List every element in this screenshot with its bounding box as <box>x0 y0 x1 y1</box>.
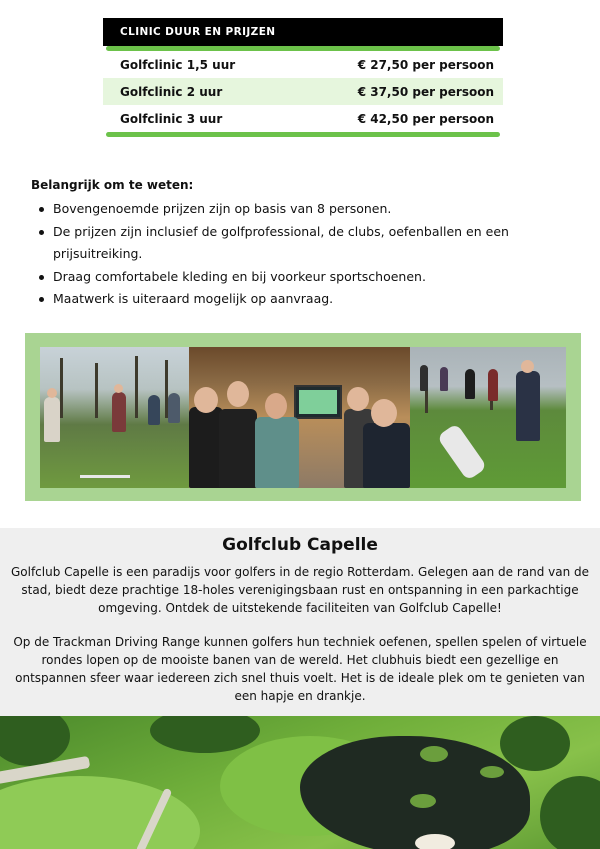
price-row <box>103 78 503 105</box>
person-graphic <box>255 417 299 488</box>
head-graphic <box>114 384 123 393</box>
info-title: Belangrijk om te weten: <box>31 178 194 192</box>
club-graphic <box>80 475 130 478</box>
footer-accent-bar <box>106 132 500 137</box>
tree-cluster-graphic <box>0 716 70 766</box>
screen-graphic <box>294 385 342 419</box>
person-graphic <box>219 409 257 488</box>
list-item: Bovengenoemde prijzen zijn op basis van 8 personen. <box>31 198 571 221</box>
practice-photo <box>40 347 189 488</box>
driving-range-photo <box>410 347 566 488</box>
price-row <box>103 51 503 78</box>
group-selfie-photo <box>189 347 410 488</box>
head-graphic <box>347 387 369 411</box>
person-graphic <box>189 407 223 488</box>
info-list <box>31 198 571 311</box>
clinic-price: € 27,50 per persoon <box>357 57 494 72</box>
person-graphic <box>516 371 540 441</box>
photo-collage <box>40 347 566 488</box>
tree-graphic <box>60 358 63 418</box>
club-paragraph: Op de Trackman Driving Range kunnen golfers hun techniek oefenen, spellen spelen of virtuele rondes lopen op de mooiste banen van de wereld. Het clubhuis biedt een gezellige en ontspannen sfeer waar iedereen zich snel thuis voelt. Het is de ideale plek om te genieten van een hapje en drankje. <box>13 635 587 703</box>
tree-cluster-graphic <box>150 716 260 753</box>
bullet-icon <box>39 297 44 302</box>
head-graphic <box>265 393 287 419</box>
islet-graphic <box>480 766 504 778</box>
golfclub-section <box>0 528 600 716</box>
bullet-icon <box>39 207 44 212</box>
list-item: Maatwerk is uiteraard mogelijk op aanvraag. <box>31 288 571 311</box>
price-row <box>103 105 503 132</box>
head-graphic <box>371 399 397 427</box>
section-title: Golfclub Capelle <box>222 535 378 555</box>
fairway-graphic <box>0 776 200 849</box>
head-graphic <box>521 360 534 373</box>
list-item: Draag comfortabele kleding en bij voorkeur sportschoenen. <box>31 266 571 289</box>
bullet-icon <box>39 230 44 235</box>
person-graphic <box>44 397 60 442</box>
person-graphic <box>488 369 498 401</box>
clinic-duration: Golfclinic 2 uur <box>120 84 223 99</box>
islet-graphic <box>420 746 448 762</box>
tree-cluster-graphic <box>540 776 600 849</box>
clinic-price: € 42,50 per persoon <box>357 111 494 126</box>
person-graphic <box>168 393 180 423</box>
person-graphic <box>148 395 160 425</box>
person-graphic <box>363 423 410 488</box>
aerial-course-photo <box>0 716 600 849</box>
golf-bag-graphic <box>437 423 488 481</box>
photo-collage-frame <box>25 333 581 501</box>
info-section <box>31 178 571 311</box>
price-table <box>103 18 503 137</box>
clinic-price: € 37,50 per persoon <box>357 84 494 99</box>
tree-graphic <box>95 363 98 418</box>
person-graphic <box>440 367 448 391</box>
head-graphic <box>47 388 57 398</box>
tree-graphic <box>135 356 138 418</box>
person-graphic <box>420 365 428 391</box>
head-graphic <box>227 381 249 407</box>
list-item: De prijzen zijn inclusief de golfprofessional, de clubs, oefenballen en een prijsuitreiking. <box>31 221 571 266</box>
head-graphic <box>194 387 218 413</box>
islet-graphic <box>410 794 436 808</box>
clinic-duration: Golfclinic 3 uur <box>120 111 223 126</box>
clinic-duration: Golfclinic 1,5 uur <box>120 57 236 72</box>
price-table-header: CLINIC DUUR EN PRIJZEN <box>103 18 503 46</box>
bullet-icon <box>39 275 44 280</box>
person-graphic <box>465 369 475 399</box>
pond-graphic <box>300 736 530 849</box>
person-graphic <box>112 392 126 432</box>
bunker-graphic <box>415 834 455 849</box>
tree-cluster-graphic <box>500 716 570 771</box>
club-paragraph: Golfclub Capelle is een paradijs voor golfers in de regio Rotterdam. Gelegen aan de rand van de stad, biedt deze prachtige 18-holes verenigingsbaan rust en ontspanning in een parkachtige omgeving. Ontdek de uitstekende faciliteiten van Golfclub Capelle! <box>10 565 590 615</box>
